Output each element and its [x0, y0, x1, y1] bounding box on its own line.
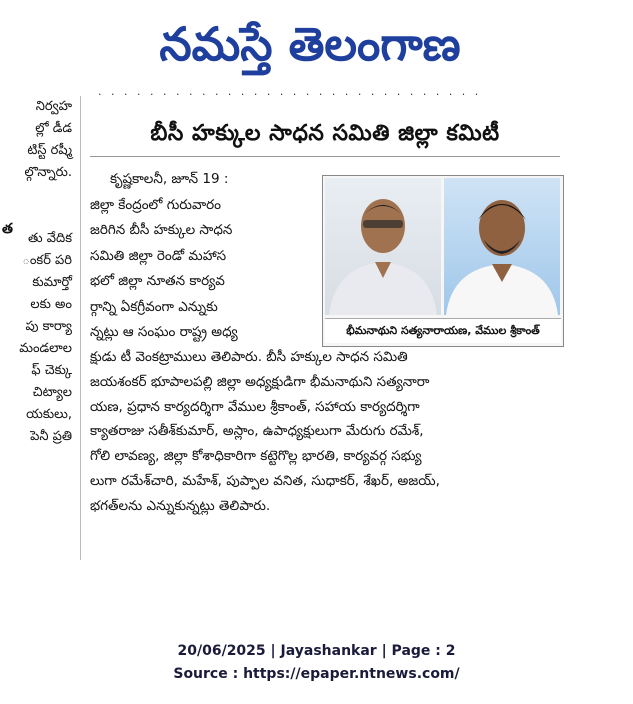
article-line: జరిగిన బీసీ హక్కుల సాధన [90, 222, 233, 238]
photo-caption: భీమనాథుని సత్యనారాయణ, వేముల శ్రీకాంత్ [325, 318, 561, 343]
article-line: న్నట్లు ఆ సంఘం రాష్ట్ర అధ్య [90, 324, 238, 340]
footer-source: Source : https://epaper.ntnews.com/ [173, 666, 460, 682]
left-column-line: కుమార్తో [32, 275, 72, 290]
left-column-line: తు వేదిక [28, 231, 72, 246]
footer-edition-info: 20/06/2025 | Jayashankar | Page : 2 [177, 643, 456, 659]
article-line: జయశంకర్ భూపాలపల్లి జిల్లా అధ్యక్షుడిగా భీమనాథుని సత్యనారా [90, 373, 430, 390]
left-column-line: పెనీ ప్రతి [30, 429, 72, 444]
photo-bheemanathuni [325, 178, 441, 315]
article-line: సమితి జిల్లా రెండో మహాస [90, 247, 227, 264]
left-column-line: ల్లో డీడ [35, 121, 72, 136]
article-line: ర్గాన్ని ఏకగ్రీవంగా ఎన్నుకు [90, 298, 218, 315]
article-line: క్షుడు టీ వెంకట్రాములు తెలిపారు. బీసీ హక్కుల సాధన సమితి [90, 349, 408, 365]
article-line: క్యాతరాజు సతీశ్‌కుమార్, అస్లాం, ఉపాధ్యక్షులుగా మేరుగు రమేశ్, [90, 423, 424, 440]
article-line: యణ, ప్రధాన కార్యదర్శిగా వేముల శ్రీకాంత్, సహాయ కార్యదర్శిగా [90, 398, 420, 415]
left-neighbour-column [0, 96, 80, 448]
article-photo-block [322, 175, 564, 347]
left-column-line: టిస్ట్ రష్మీ [27, 143, 72, 158]
left-column-line: ంకర్ పరి [22, 253, 72, 268]
column-divider [80, 96, 81, 560]
article-line: భగత్‌లను ఎన్నుకున్నట్లు తెలిపారు. [90, 497, 271, 514]
cutoff-text-line: · · · · · · · · · · · · · · · · · · · · · · · · · · · · · · [98, 88, 482, 100]
masthead-title: నమస్తే తెలంగాణ [159, 17, 461, 71]
left-column-line: ల్గొన్నారు. [24, 165, 72, 180]
left-column-bullet: త [2, 221, 13, 237]
article-line: భలో జిల్లా నూతన కార్యవ [90, 273, 225, 289]
left-column-line: నిర్వహ [35, 99, 72, 114]
left-column-line: లకు అం [30, 297, 72, 312]
masthead [80, 8, 540, 76]
left-column-line: యకులు, [26, 407, 72, 422]
photo-vemula [444, 178, 560, 315]
article-headline: బీసీ హక్కుల సాధన సమితి జిల్లా కమిటీ [150, 121, 500, 146]
left-column-line: మండలాల [19, 341, 72, 356]
left-column-line [0, 184, 80, 206]
left-column-line: చిట్యాల [32, 385, 72, 400]
headline-divider [90, 156, 560, 157]
article-line: గోలి లావణ్య, జిల్లా కోశాధికారిగా కట్టెగొల్ల భారతి, కార్యవర్గ సభ్యు [90, 448, 422, 465]
article-line: జిల్లా కేంద్రంలో గురువారం [90, 196, 221, 213]
masthead-logo [80, 8, 540, 76]
left-column-line: పు కార్యా [25, 319, 72, 334]
article-line: లుగా రమేశ్‌చారి, మహేశ్, పుప్పాల వనిత, సుధాకర్, శేఖర్, అజయ్, [90, 473, 440, 489]
left-column-line: ఫ్ చెక్కు [31, 363, 72, 378]
article-line: కృష్ణకాలనీ, జూన్ 19 : [110, 171, 229, 187]
